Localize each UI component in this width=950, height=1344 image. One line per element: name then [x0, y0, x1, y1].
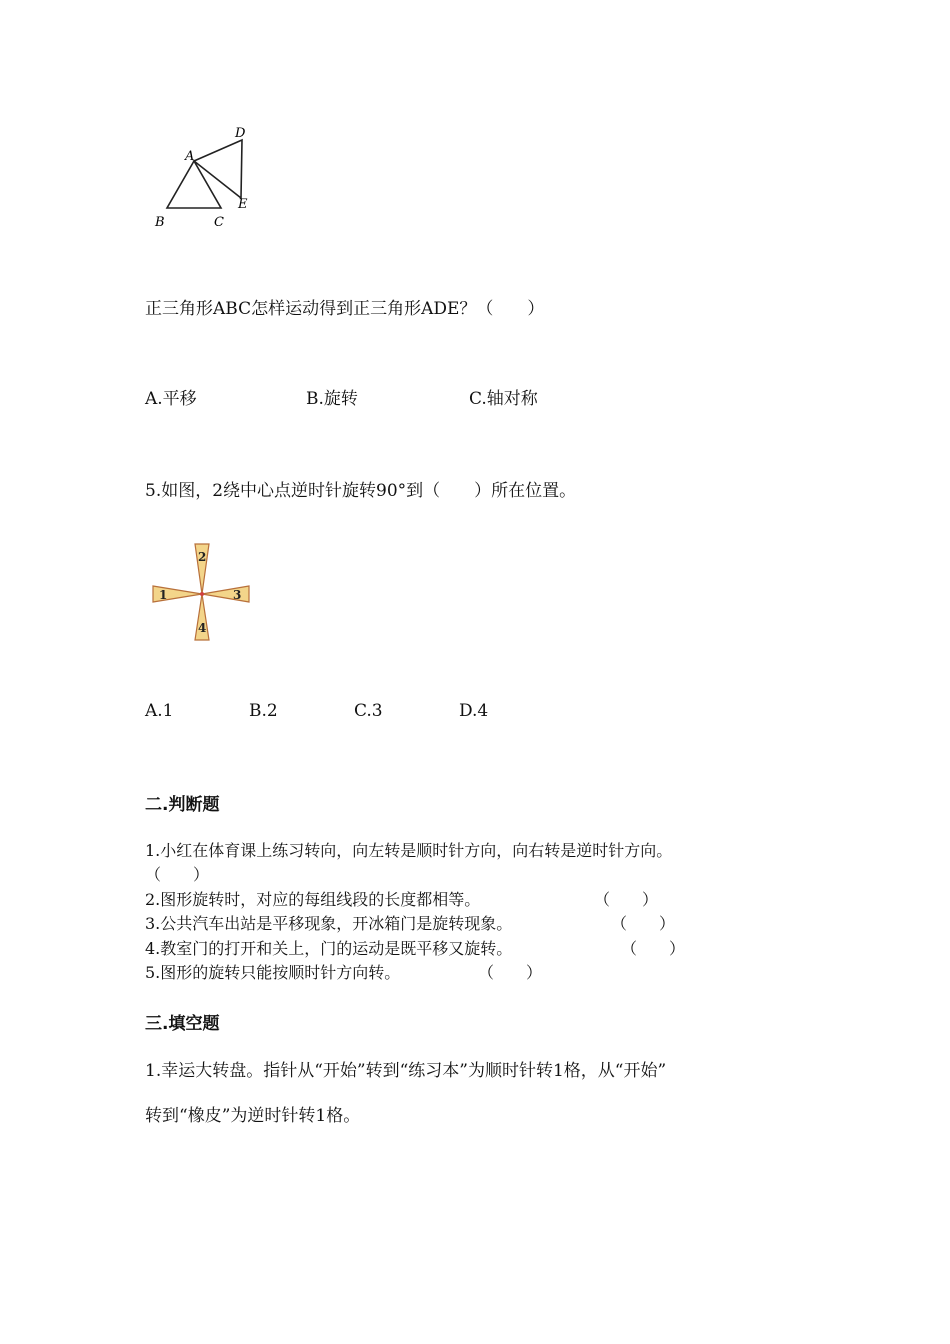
judge-item-4: 4.教室门的打开和关上，门的运动是既平移又旋转。 [145, 939, 513, 958]
section3-title: 三.填空题 [145, 1014, 220, 1034]
question4-text: 正三角形ABC怎样运动得到正三角形ADE？（ ） [145, 299, 545, 319]
judge-item-2-paren[interactable]: （ ） [594, 890, 659, 909]
fill-item-1-line1: 1.幸运大转盘。指针从“开始”转到“练习本”为顺时针转1格，从“开始” [145, 1061, 667, 1081]
label-b: B [155, 215, 165, 230]
pinwheel-figure [145, 536, 260, 651]
petal-3 [202, 586, 249, 602]
triangle-ade [194, 140, 242, 198]
judge-item-1-paren[interactable]: （ ） [145, 865, 210, 884]
q4-option-a[interactable]: A.平移 [145, 389, 197, 409]
judge-item-2: 2.图形旋转时，对应的每组线段的长度都相等。 [145, 890, 481, 909]
petal-label-2: 2 [198, 550, 207, 564]
triangle-figure [145, 118, 265, 248]
judge-item-3-paren[interactable]: （ ） [611, 914, 676, 933]
q5-option-c[interactable]: C.3 [354, 701, 383, 721]
judge-item-5-paren[interactable]: （ ） [478, 963, 543, 982]
q5-option-a[interactable]: A.1 [145, 701, 174, 721]
judge-item-1: 1.小红在体育课上练习转向，向左转是顺时针方向，向右转是逆时针方向。 [145, 841, 673, 860]
label-c: C [214, 215, 224, 230]
q5-option-d[interactable]: D.4 [459, 701, 489, 721]
center-point [200, 592, 204, 596]
q4-option-b[interactable]: B.旋转 [306, 389, 358, 409]
label-a: A [185, 149, 195, 164]
petal-label-1: 1 [159, 588, 168, 602]
petal-label-4: 4 [198, 621, 207, 635]
q4-option-c[interactable]: C.轴对称 [469, 389, 538, 409]
label-d: D [235, 126, 246, 141]
triangle-abc [167, 161, 221, 208]
petal-label-3: 3 [233, 588, 242, 602]
fill-item-1-line2: 转到“橡皮”为逆时针转1格。 [145, 1106, 361, 1126]
judge-item-5: 5.图形的旋转只能按顺时针方向转。 [145, 963, 401, 982]
label-e: E [238, 197, 248, 212]
judge-item-3: 3.公共汽车出站是平移现象，开冰箱门是旋转现象。 [145, 914, 513, 933]
q5-option-b[interactable]: B.2 [249, 701, 278, 721]
section2-title: 二.判断题 [145, 795, 220, 815]
question5-text: 5.如图，2绕中心点逆时针旋转90°到（ ）所在位置。 [145, 481, 577, 501]
judge-item-4-paren[interactable]: （ ） [621, 939, 686, 958]
